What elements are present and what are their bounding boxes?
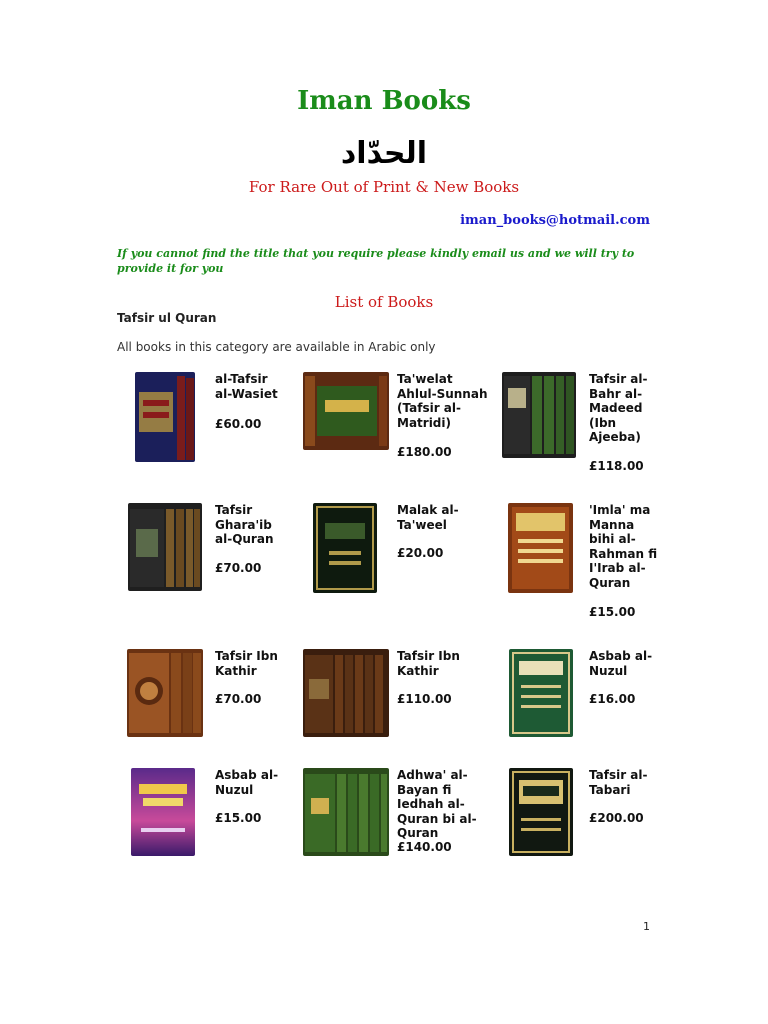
book-price: £110.00 [397,692,452,706]
book-title: Asbab al- Nuzul [589,649,653,678]
book-title: Tafsir Ibn Kathir [215,649,278,678]
book-cover-image [303,649,389,737]
book-title: Malak al- Ta'weel [397,503,459,532]
book-item [502,372,662,472]
book-cover-image [509,649,573,737]
book-price: £140.00 [397,840,452,854]
page-number: 1 [643,920,650,933]
book-item [135,372,285,472]
book-title: Tafsir Ibn Kathir [397,649,460,678]
arabic-name-logo: الحدّاد [340,136,428,171]
book-cover-image [303,372,389,450]
book-title: 'Imla' ma Manna bihi al- Rahman fi I'Irab al- Quran [589,503,658,590]
book-title: Ta'welat Ahlul-Sunnah (Tafsir al- Matridi) [397,372,488,430]
book-item [303,649,493,749]
request-notice: If you cannot find the title that you require please kindly email us and we will try to provide it for you [117,247,635,275]
category-title: Tafsir ul Quran [117,311,217,325]
book-title: Tafsir al- Bahr al- Madeed (Ibn Ajeeba) [589,372,648,444]
book-price: £180.00 [397,445,452,459]
book-price: £15.00 [589,605,636,619]
book-item [303,768,493,868]
book-title: Tafsir Ghara'ib al-Quran [215,503,274,546]
book-title: al-Tafsir al-Wasiet [215,372,278,401]
book-cover-image [509,768,573,856]
book-title: Asbab al- Nuzul [215,768,279,797]
book-item [127,649,287,749]
book-price: £60.00 [215,417,262,431]
book-item [509,768,664,868]
book-cover-image [313,503,377,593]
book-item [313,503,493,603]
book-cover-image [508,503,573,593]
email-link[interactable]: iman_books@hotmail.com [460,213,650,228]
category-note: All books in this category are available in Arabic only [117,340,436,354]
book-cover-image [127,649,203,737]
book-price: £200.00 [589,811,644,825]
book-price: £16.00 [589,692,636,706]
book-price: £20.00 [397,546,444,560]
book-cover-image [502,372,576,458]
book-price: £70.00 [215,561,262,575]
book-price: £70.00 [215,692,262,706]
book-item [508,503,663,623]
store-title: Iman Books [297,86,471,116]
book-cover-image [303,768,389,856]
book-price: £118.00 [589,459,644,473]
book-item [509,649,664,749]
list-heading: List of Books [334,293,434,311]
book-cover-image [135,372,195,462]
store-tagline: For Rare Out of Print & New Books [248,178,520,196]
book-cover-image [131,768,195,856]
book-item [303,372,493,472]
book-title: Adhwa' al- Bayan fi Iedhah al- Quran bi al- Quran [397,768,477,840]
book-title: Tafsir al- Tabari [589,768,648,797]
book-price: £15.00 [215,811,262,825]
book-item [131,768,287,868]
book-cover-image [128,503,202,591]
book-item [128,503,288,613]
